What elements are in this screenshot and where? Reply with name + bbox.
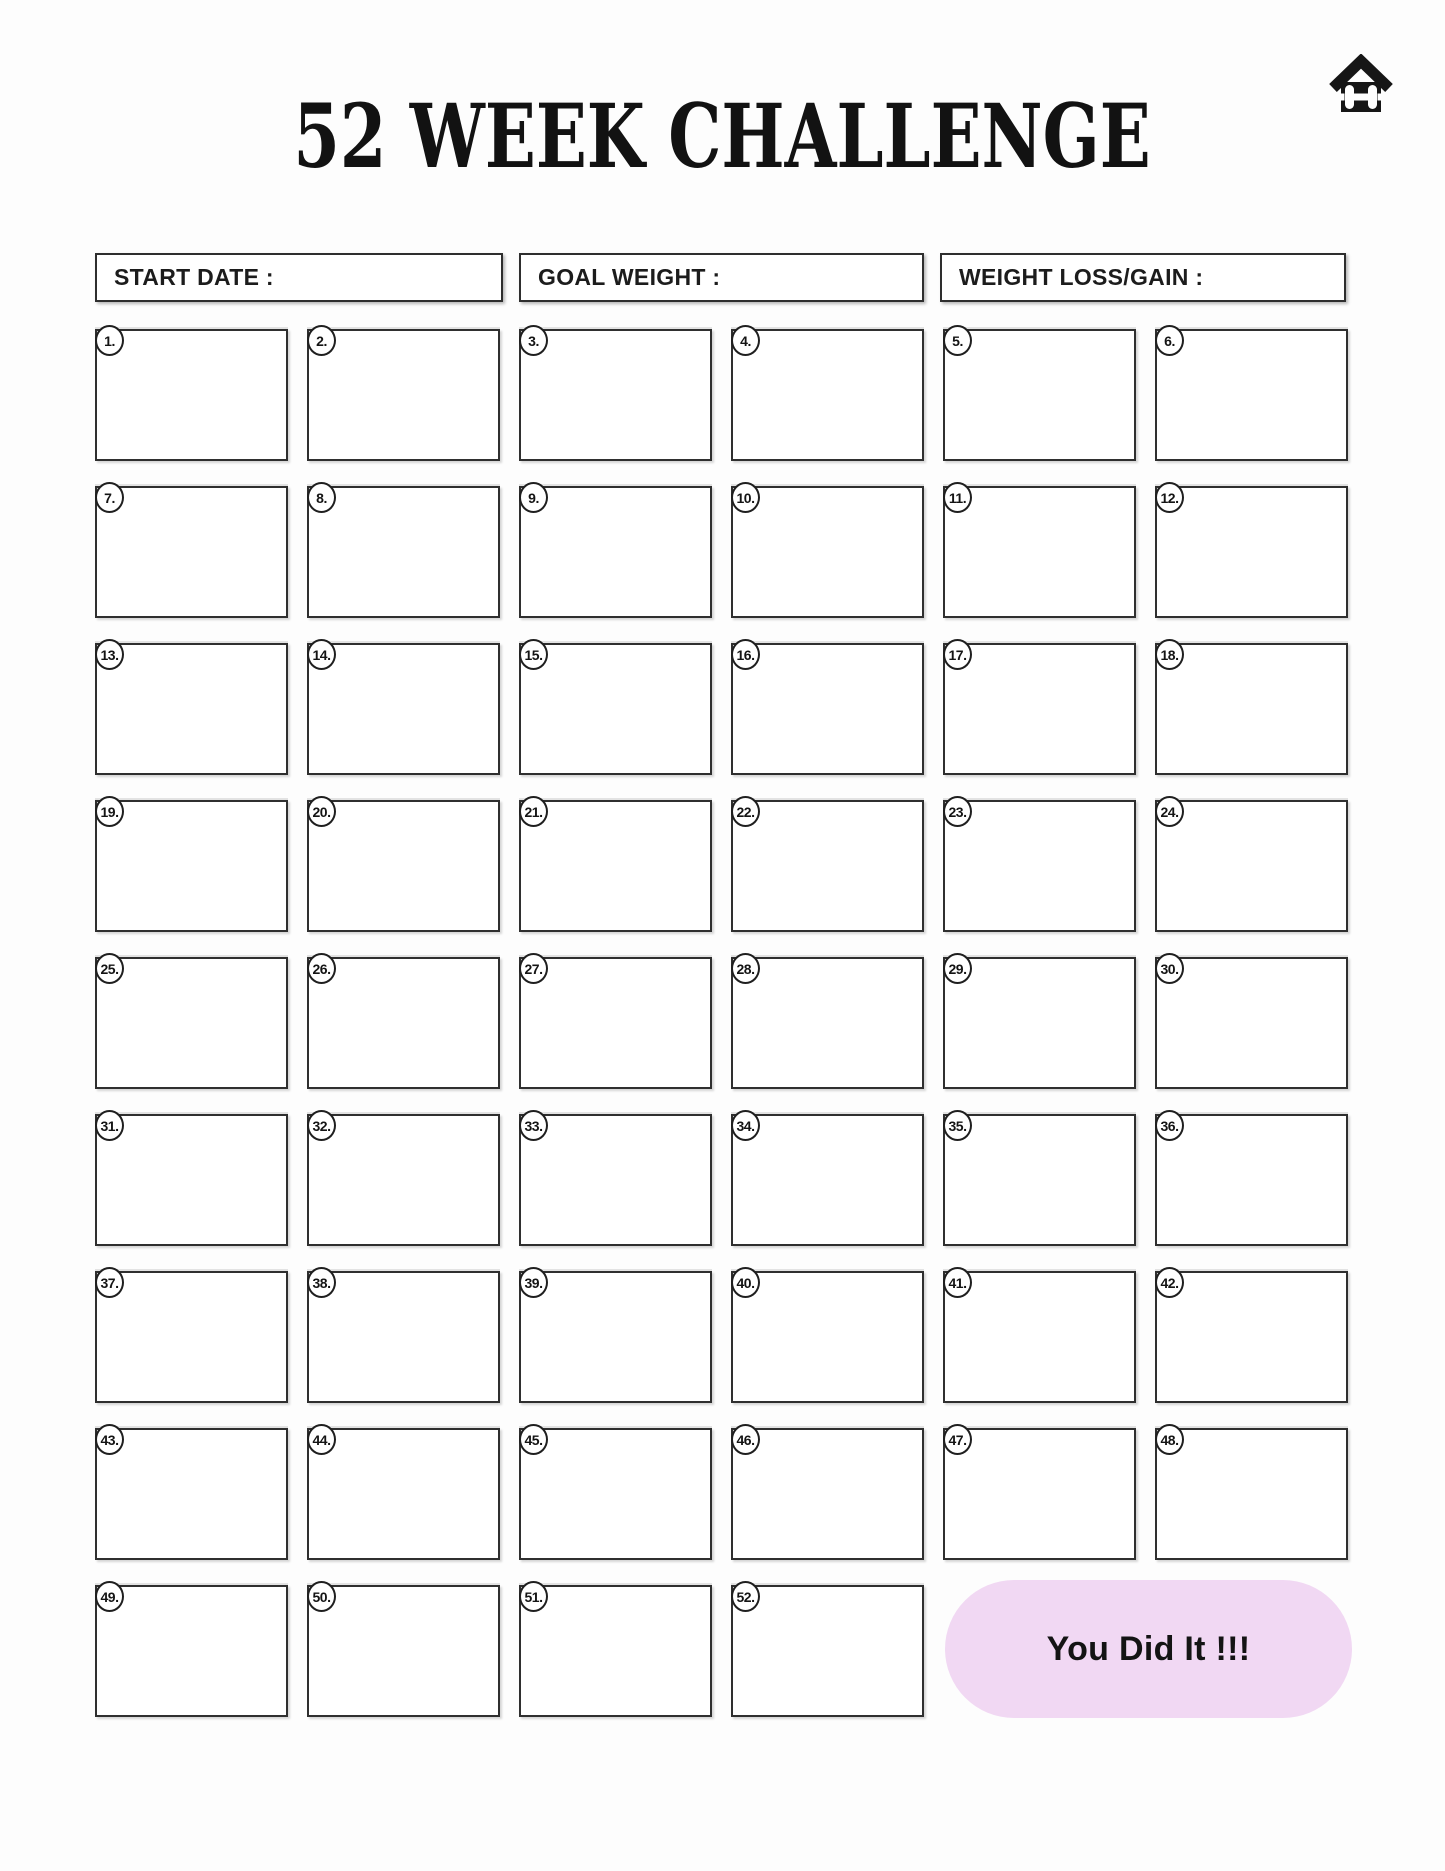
week-number-badge: 3. (519, 325, 548, 356)
week-box[interactable] (1155, 1428, 1348, 1560)
week-box[interactable] (307, 1271, 500, 1403)
start-date-label: START DATE : (114, 264, 274, 290)
week-number-badge: 43. (95, 1424, 124, 1455)
week-box[interactable] (731, 486, 924, 618)
week-box[interactable] (1155, 486, 1348, 618)
week-number-badge: 46. (731, 1424, 760, 1455)
week-box[interactable] (519, 329, 712, 461)
week-number-badge: 28. (731, 953, 760, 984)
week-box[interactable] (95, 1585, 288, 1717)
week-number-badge: 10. (731, 482, 760, 513)
week-number-badge: 4. (731, 325, 760, 356)
week-box[interactable] (95, 800, 288, 932)
week-box[interactable] (519, 1271, 712, 1403)
week-number-badge: 32. (307, 1110, 336, 1141)
week-number-badge: 6. (1155, 325, 1184, 356)
week-box[interactable] (519, 486, 712, 618)
goal-weight-label: GOAL WEIGHT : (538, 264, 721, 290)
week-number-badge: 36. (1155, 1110, 1184, 1141)
week-number-badge: 33. (519, 1110, 548, 1141)
week-box[interactable] (731, 1585, 924, 1717)
week-number-badge: 9. (519, 482, 548, 513)
week-box[interactable] (731, 1271, 924, 1403)
week-box[interactable] (519, 1114, 712, 1246)
week-box[interactable] (307, 800, 500, 932)
week-number-badge: 26. (307, 953, 336, 984)
week-box[interactable] (1155, 643, 1348, 775)
week-box[interactable] (731, 1114, 924, 1246)
week-box[interactable] (95, 957, 288, 1089)
week-number-badge: 50. (307, 1581, 336, 1612)
week-number-badge: 7. (95, 482, 124, 513)
week-number-badge: 47. (943, 1424, 972, 1455)
week-number-badge: 41. (943, 1267, 972, 1298)
week-box[interactable] (1155, 329, 1348, 461)
week-number-badge: 13. (95, 639, 124, 670)
week-box[interactable] (943, 1271, 1136, 1403)
week-box[interactable] (943, 800, 1136, 932)
week-box[interactable] (943, 1114, 1136, 1246)
weeks-grid (95, 329, 1348, 1717)
week-box[interactable] (1155, 957, 1348, 1089)
week-box[interactable] (519, 1428, 712, 1560)
week-number-badge: 44. (307, 1424, 336, 1455)
header-fields-row (95, 253, 1348, 302)
week-box[interactable] (95, 643, 288, 775)
start-date-field[interactable] (95, 253, 503, 302)
week-number-badge: 22. (731, 796, 760, 827)
week-number-badge: 39. (519, 1267, 548, 1298)
week-box[interactable] (307, 643, 500, 775)
week-box[interactable] (307, 1585, 500, 1717)
week-box[interactable] (307, 1114, 500, 1246)
week-box[interactable] (95, 1271, 288, 1403)
week-box[interactable] (519, 957, 712, 1089)
week-number-badge: 11. (943, 482, 972, 513)
week-number-badge: 49. (95, 1581, 124, 1612)
you-did-it-badge: You Did It !!! (945, 1580, 1352, 1718)
week-number-badge: 48. (1155, 1424, 1184, 1455)
week-box[interactable] (307, 486, 500, 618)
week-box[interactable] (307, 329, 500, 461)
week-box[interactable] (943, 329, 1136, 461)
week-box[interactable] (943, 957, 1136, 1089)
week-box[interactable] (731, 329, 924, 461)
week-box[interactable] (943, 486, 1136, 618)
week-box[interactable] (519, 643, 712, 775)
week-number-badge: 30. (1155, 953, 1184, 984)
week-box[interactable] (1155, 1114, 1348, 1246)
week-number-badge: 31. (95, 1110, 124, 1141)
week-box[interactable] (731, 1428, 924, 1560)
week-box[interactable] (943, 1428, 1136, 1560)
week-number-badge: 19. (95, 796, 124, 827)
week-box[interactable] (731, 643, 924, 775)
week-number-badge: 24. (1155, 796, 1184, 827)
week-box[interactable] (95, 1428, 288, 1560)
page-title: 52 WEEK CHALLENGE (293, 84, 1152, 188)
weight-loss-gain-field[interactable] (940, 253, 1346, 302)
week-box[interactable] (95, 329, 288, 461)
week-box[interactable] (731, 957, 924, 1089)
week-box[interactable] (307, 957, 500, 1089)
week-number-badge: 8. (307, 482, 336, 513)
week-box[interactable] (95, 1114, 288, 1246)
week-box[interactable] (731, 800, 924, 932)
week-box[interactable] (943, 643, 1136, 775)
week-number-badge: 16. (731, 639, 760, 670)
week-box[interactable] (1155, 1271, 1348, 1403)
week-box[interactable] (95, 486, 288, 618)
week-number-badge: 51. (519, 1581, 548, 1612)
week-number-badge: 34. (731, 1110, 760, 1141)
week-number-badge: 38. (307, 1267, 336, 1298)
week-number-badge: 35. (943, 1110, 972, 1141)
week-number-badge: 20. (307, 796, 336, 827)
week-number-badge: 37. (95, 1267, 124, 1298)
week-number-badge: 1. (95, 325, 124, 356)
week-number-badge: 21. (519, 796, 548, 827)
week-number-badge: 2. (307, 325, 336, 356)
week-number-badge: 23. (943, 796, 972, 827)
week-number-badge: 52. (731, 1581, 760, 1612)
week-number-badge: 17. (943, 639, 972, 670)
week-number-badge: 14. (307, 639, 336, 670)
goal-weight-field[interactable] (519, 253, 924, 302)
week-number-badge: 25. (95, 953, 124, 984)
week-number-badge: 5. (943, 325, 972, 356)
week-number-badge: 15. (519, 639, 548, 670)
week-number-badge: 45. (519, 1424, 548, 1455)
week-box[interactable] (519, 1585, 712, 1717)
week-number-badge: 12. (1155, 482, 1184, 513)
title-wrap (0, 84, 1445, 188)
week-box[interactable] (307, 1428, 500, 1560)
week-number-badge: 27. (519, 953, 548, 984)
week-number-badge: 18. (1155, 639, 1184, 670)
week-number-badge: 29. (943, 953, 972, 984)
week-box[interactable] (519, 800, 712, 932)
week-number-badge: 42. (1155, 1267, 1184, 1298)
week-number-badge: 40. (731, 1267, 760, 1298)
week-box[interactable] (1155, 800, 1348, 932)
weight-loss-gain-label: WEIGHT LOSS/GAIN : (959, 264, 1204, 290)
